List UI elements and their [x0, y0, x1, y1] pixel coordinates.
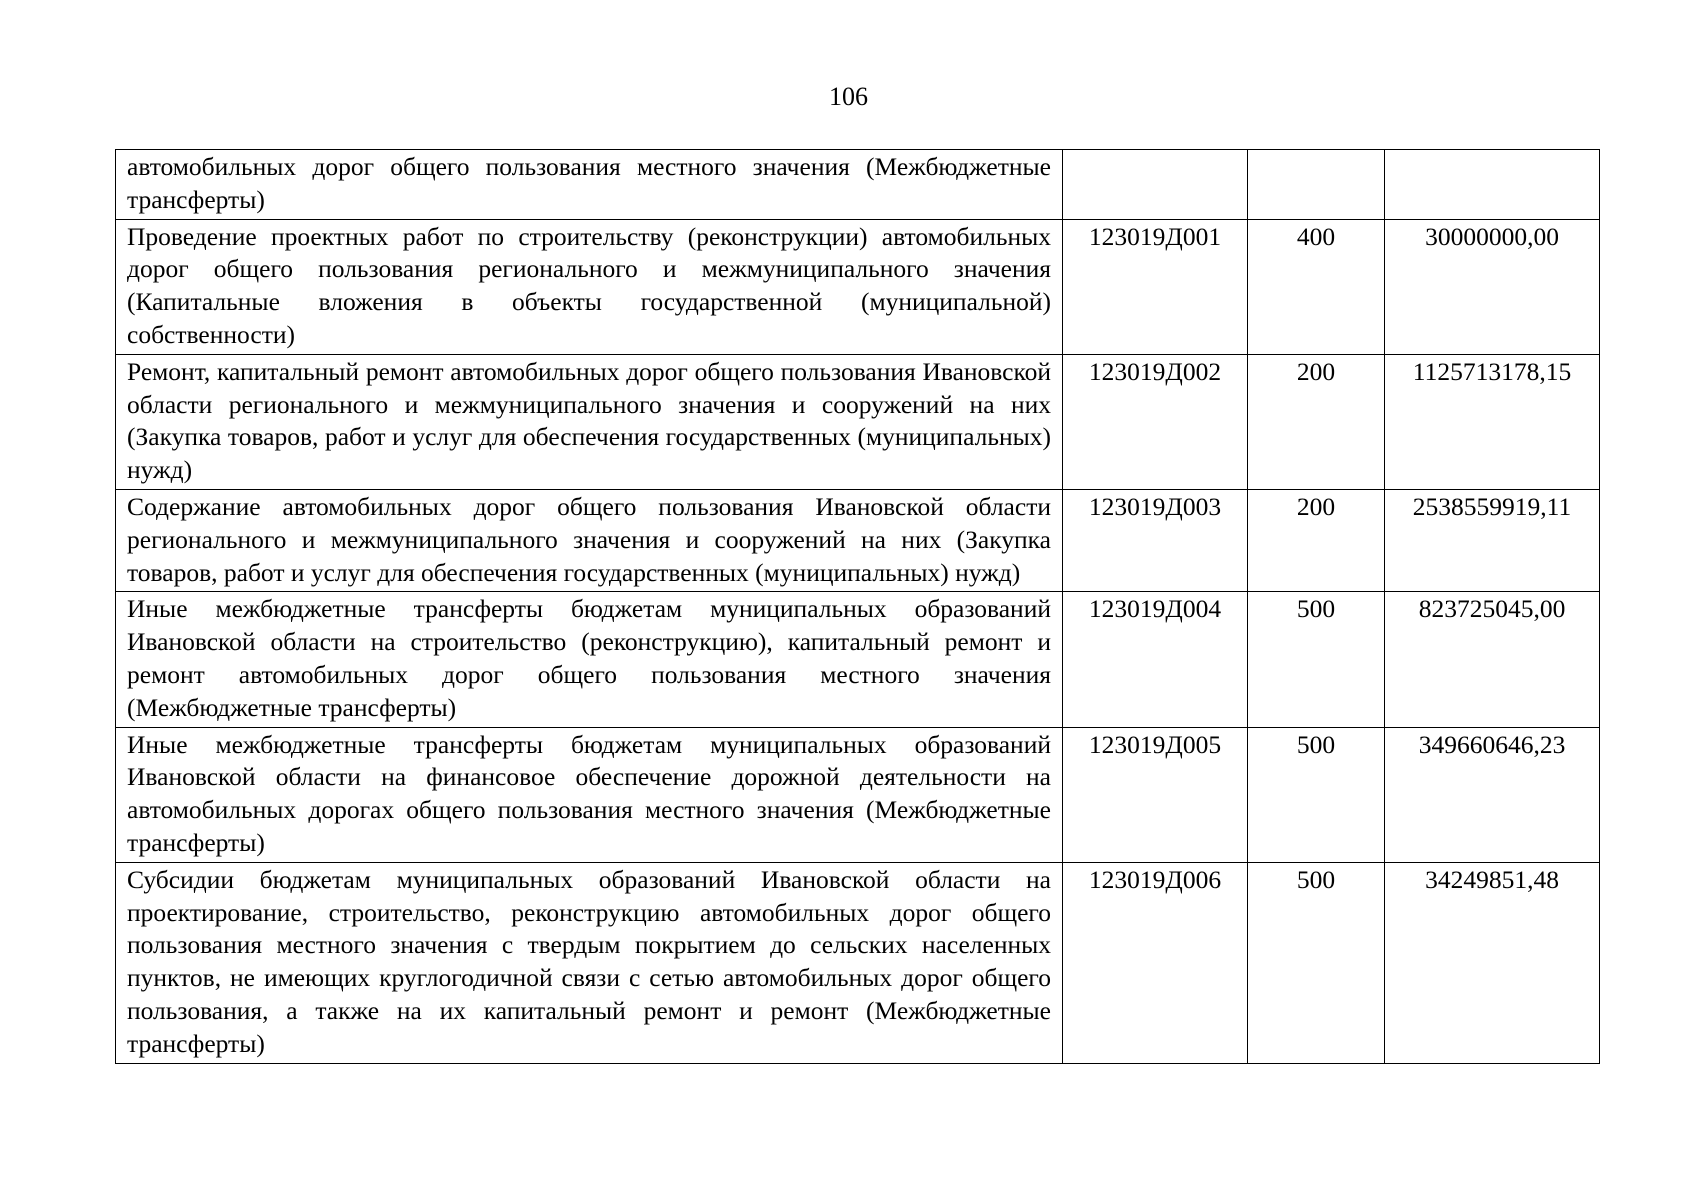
amount-cell: [1385, 150, 1600, 220]
expense-type-cell: 200: [1248, 489, 1385, 591]
amount-cell: 2538559919,11: [1385, 489, 1600, 591]
expense-name-cell: Субсидии бюджетам муниципальных образований Ивановской области на проектирование, строительство, реконструкцию автомобильных дорог общего пользования местного значения с твердым покрытием до сельских населенных пунктов, не имеющих круглогодичной связи с сетью автомобильных дорог общего пользования, а также на их капитальный ремонт и ремонт (Межбюджетные трансферты): [116, 862, 1063, 1063]
expense-name-cell: Проведение проектных работ по строительству (реконструкции) автомобильных дорог общего пользования регионального и межмуниципального значения (Капитальные вложения в объекты государственной (муниципальной) собственности): [116, 219, 1063, 354]
target-article-code-cell: 123019Д001: [1063, 219, 1248, 354]
target-article-code-cell: 123019Д003: [1063, 489, 1248, 591]
amount-cell: 34249851,48: [1385, 862, 1600, 1063]
target-article-code-cell: 123019Д002: [1063, 354, 1248, 489]
amount-cell: 1125713178,15: [1385, 354, 1600, 489]
expense-name-cell: Содержание автомобильных дорог общего пользования Ивановской области регионального и межмуниципального значения и сооружений на них (Закупка товаров, работ и услуг для обеспечения государственных (муниципальных) нужд): [116, 489, 1063, 591]
expense-type-cell: [1248, 150, 1385, 220]
table-row: [116, 592, 1600, 727]
table-row: [116, 219, 1600, 354]
expense-name-cell: Иные межбюджетные трансферты бюджетам муниципальных образований Ивановской области на строительство (реконструкцию), капитальный ремонт и ремонт автомобильных дорог общего пользования местного значения (Межбюджетные трансферты): [116, 592, 1063, 727]
page-number: 106: [829, 82, 868, 111]
expense-type-cell: 500: [1248, 592, 1385, 727]
amount-cell: 349660646,23: [1385, 727, 1600, 862]
table-row: [116, 150, 1600, 220]
amount-cell: 823725045,00: [1385, 592, 1600, 727]
budget-table: [115, 149, 1600, 1064]
target-article-code-cell: 123019Д004: [1063, 592, 1248, 727]
table-row: [116, 354, 1600, 489]
expense-type-cell: 500: [1248, 862, 1385, 1063]
table-row: [116, 727, 1600, 862]
expense-type-cell: 400: [1248, 219, 1385, 354]
table-row: [116, 489, 1600, 591]
expense-type-cell: 500: [1248, 727, 1385, 862]
expense-name-cell: Иные межбюджетные трансферты бюджетам муниципальных образований Ивановской области на финансовое обеспечение дорожной деятельности на автомобильных дорогах общего пользования местного значения (Межбюджетные трансферты): [116, 727, 1063, 862]
expense-name-cell: Ремонт, капитальный ремонт автомобильных дорог общего пользования Ивановской области регионального и межмуниципального значения и сооружений на них (Закупка товаров, работ и услуг для обеспечения государственных (муниципальных) нужд): [116, 354, 1063, 489]
target-article-code-cell: [1063, 150, 1248, 220]
target-article-code-cell: 123019Д005: [1063, 727, 1248, 862]
target-article-code-cell: 123019Д006: [1063, 862, 1248, 1063]
table-row: [116, 862, 1600, 1063]
expense-name-cell: автомобильных дорог общего пользования местного значения (Межбюджетные трансферты): [116, 150, 1063, 220]
expense-type-cell: 200: [1248, 354, 1385, 489]
amount-cell: 30000000,00: [1385, 219, 1600, 354]
